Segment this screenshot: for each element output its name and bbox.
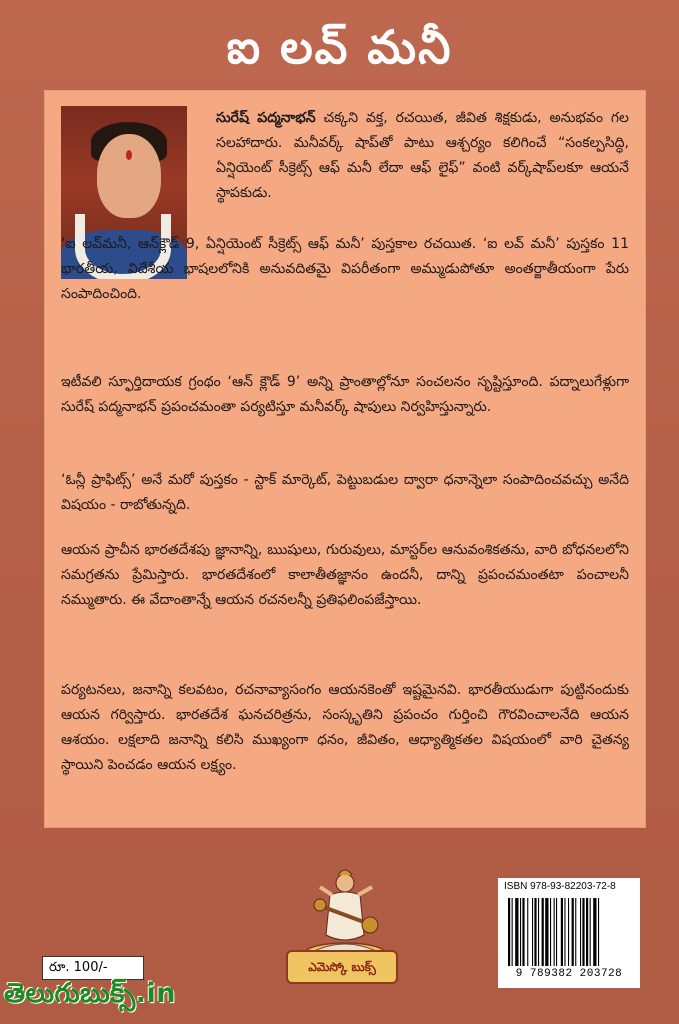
publisher-logo: ఎమెస్కో బుక్స్ [286, 950, 398, 984]
isbn-label: ISBN 978-93-82203-72-8 [504, 881, 616, 892]
isbn-barcode-block [498, 878, 640, 988]
author-photo-tilak [126, 150, 132, 160]
bio-paragraph: ‘ఓన్లీ ప్రాఫిట్స్’ అనే మరో పుస్తకం - స్టాక్ మార్కెట్, పెట్టుబడుల ద్వారా ధనాన్నెలా సంపాదించవచ్చు అనేది విషయం - రాబోతున్నది. [61, 472, 629, 513]
author-photo-face [97, 134, 161, 218]
author-intro-text: చక్కని వక్త, రచయిత, జీవిత శిక్షకుడు, అనుభవం గల సలహాదారు. మనీవర్క్ షాప్‌తో పాటు ఆశ్చర్యం కలిగించే “సంకల్పసిద్ధి, ఏన్షియెంట్ సీక్రెట్స్ ఆఫ్ మనీ లేదా ఆఫ్ లైఫ్” వంటి వర్క్‌షాప్‌లకూ ఆయనే స్థాపకుడు. [216, 110, 629, 201]
bio-paragraph: పర్యటనలు, జనాన్ని కలవటం, రచనావ్యాసంగం ఆయనకెంతో ఇష్టమైనవి. భారతీయుడుగా పుట్టినందుకు ఆయన గర్విస్తారు. భారతదేశ ఘనచరిత్రను, సంస్కృతిని ప్రపంచం గుర్తించి గౌరవించాలనేది ఆయన ఆశయం. లక్షలాది జనాన్ని కలిసి ముఖ్యంగా ధనం, జీవితం, ఆధ్యాత్మికతల విషయంలో వారి చైతన్య స్థాయిని పెంచడం ఆయన లక్ష్యం. [61, 682, 629, 773]
site-watermark: తెలుగుబుక్స్.in [4, 978, 176, 1009]
author-bio-panel [44, 90, 646, 828]
bio-paragraph-intro [216, 106, 629, 206]
author-name: సురేష్ పద్మనాభన్ [216, 110, 316, 126]
book-title: ఐ లవ్ మనీ [226, 20, 453, 74]
bio-paragraph: ఇటీవలి స్ఫూర్తిదాయక గ్రంథం ‘ఆన్ క్లౌడ్ 9’ అన్ని ప్రాంతాల్లోనూ సంచలనం సృష్టిస్తూంది. పద్నాలుగేళ్లుగా సురేష్ పద్మనాభన్ ప్రపంచమంతా పర్యటిస్తూ మనీవర్క్ షాపులు నిర్వహిస్తున్నారు. [61, 374, 629, 415]
isbn-digits: 9 789382 203728 [515, 968, 623, 980]
bio-paragraph: ‘ఐ లవ్‌మనీ, ఆన్‌క్లౌడ్ 9, ఏన్షియెంట్ సీక్రెట్స్ ఆఫ్ మనీ’ పుస్తకాల రచయిత. ‘ఐ లవ్ మనీ’ పుస్తకం 11 భారతీయ, విదేశీయ భాషలలోనికి అనువదితమై విపరీతంగా అమ్ముడుపోతూ అంతర్జాతీయంగా పేరు సంపాదించింది. [61, 236, 629, 302]
barcode-icon [506, 898, 632, 966]
price-label: రూ. 100/- [42, 956, 144, 980]
bio-paragraph: ఆయన ప్రాచీన భారతదేశపు జ్ఞానాన్ని, ఋషులు, గురువులు, మాస్టర్‌ల ఆనువంశికతను, వారి బోధనలలోని సమగ్రతను ప్రేమిస్తారు. భారతదేశంలో కాలాతీతజ్ఞానం ఉందనీ, దాన్ని ప్రపంచమంతటా పంచాలనీ నమ్ముతారు. ఈ వేదాంతాన్నే ఆయన రచనలన్నీ ప్రతిఫలింపజేస్తాయి. [61, 542, 629, 608]
